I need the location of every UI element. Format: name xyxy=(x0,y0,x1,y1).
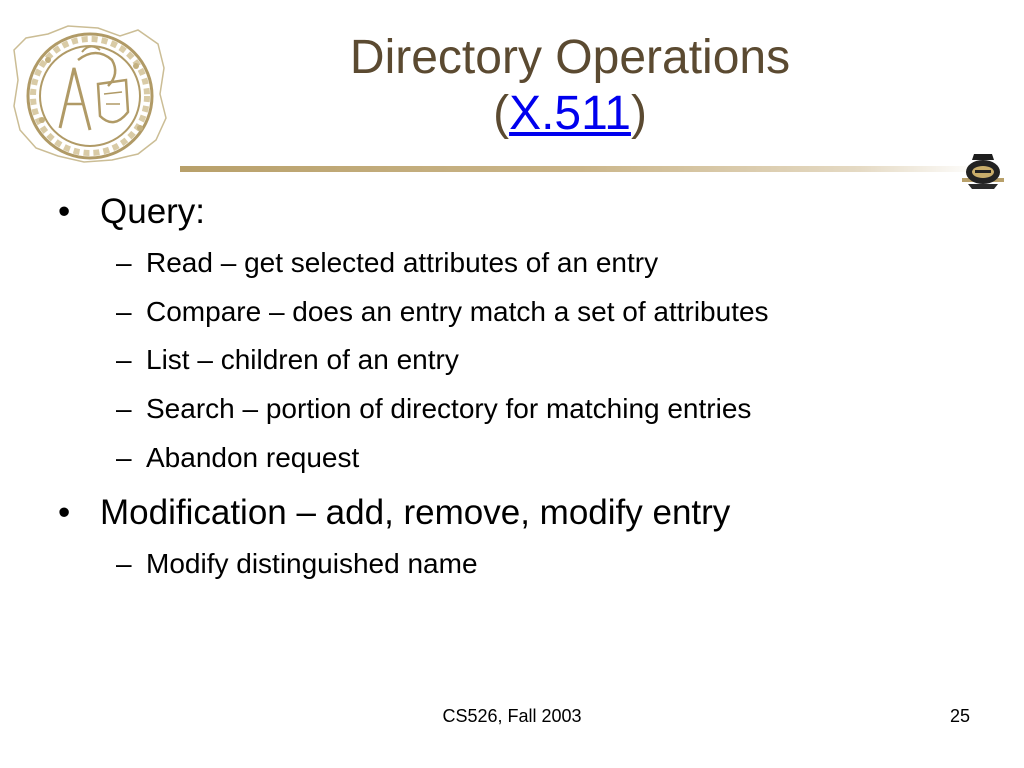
bullet-marker: • xyxy=(58,192,71,231)
sub-bullet-marker: – xyxy=(116,344,132,375)
bullet-marker: • xyxy=(58,493,71,532)
sub-bullet-marker: – xyxy=(116,393,132,424)
title-paren-open: ( xyxy=(493,87,510,140)
sub-bullet-text: List – children of an entry xyxy=(146,344,459,375)
sub-bullet-item xyxy=(116,296,769,328)
x511-link[interactable]: X.511 xyxy=(509,87,631,140)
sub-bullet-marker: – xyxy=(116,548,132,579)
bullet-item xyxy=(58,192,205,232)
sub-bullet-text: Search – portion of directory for matching entries xyxy=(146,393,752,424)
sub-bullet-item xyxy=(116,344,459,376)
sub-bullet-text: Compare – does an entry match a set of attributes xyxy=(146,296,769,327)
sub-bullet-text: Abandon request xyxy=(146,442,360,473)
sub-bullet-text: Modify distinguished name xyxy=(146,548,478,579)
sub-bullet-item xyxy=(116,393,751,425)
sub-bullet-item xyxy=(116,247,658,279)
sub-bullet-text: Read – get selected attributes of an entry xyxy=(146,247,659,278)
title-line1: Directory Operations xyxy=(349,31,791,84)
sub-bullet-marker: – xyxy=(116,296,132,327)
footer-course-label: CS526, Fall 2003 xyxy=(442,706,582,726)
bullet-item xyxy=(58,493,730,533)
bullet-text: Query: xyxy=(100,192,206,231)
slide-number: 25 xyxy=(949,706,970,726)
title-paren-close: ) xyxy=(630,87,647,140)
bullet-text: Modification – add, remove, modify entry xyxy=(100,493,731,532)
sub-bullet-item xyxy=(116,548,478,580)
sub-bullet-marker: – xyxy=(116,247,132,278)
sub-bullet-item xyxy=(116,442,359,474)
sub-bullet-marker: – xyxy=(116,442,132,473)
